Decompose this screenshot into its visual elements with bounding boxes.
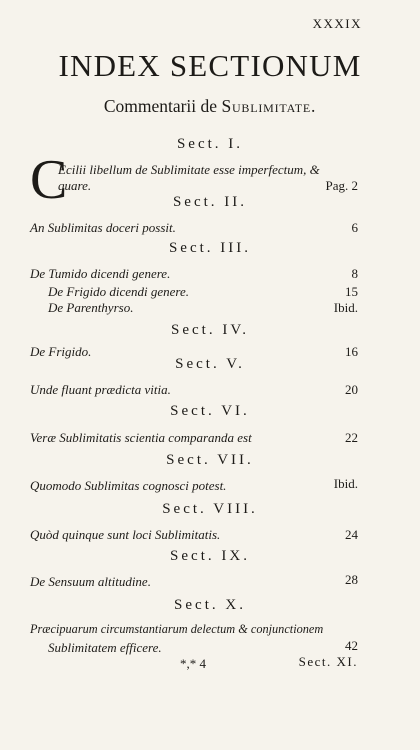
- entry-page: 28: [345, 572, 358, 587]
- section-heading: Sect. I.: [176, 136, 244, 152]
- entry-page: 6: [351, 220, 358, 235]
- page-title: INDEX SECTIONUM: [58, 48, 362, 83]
- section-heading: Sect. VII.: [166, 452, 254, 468]
- page-number: XXXIX: [312, 16, 362, 31]
- section-heading: Sect. III.: [168, 240, 252, 256]
- section-heading: Sect. V.: [175, 356, 245, 372]
- entry-text: Quòd quinque sunt loci Sublimitatis.: [30, 527, 221, 542]
- entry-text: Veræ Sublimitatis scientia comparanda est: [30, 430, 252, 445]
- section-heading: Sect. IV.: [171, 322, 249, 338]
- entry-page: Pag. 2: [325, 178, 358, 193]
- subtitle-prefix: Commentarii de: [103, 96, 218, 116]
- entry-text: An Sublimitas doceri possit.: [30, 220, 176, 235]
- entry-text: Unde fluant prædicta vitia.: [30, 382, 171, 397]
- entry-page: 8: [351, 266, 358, 281]
- entry-text: De Frigido.: [30, 344, 92, 359]
- section-heading: Sect. II.: [172, 194, 248, 210]
- section-heading: Sect. IX.: [170, 548, 250, 564]
- entry-text: De Parenthyrso.: [48, 300, 134, 315]
- entry-text: Præcipuarum circumstantiarum delectum & conjunctionem: [30, 622, 324, 636]
- entry-page: 42: [345, 638, 358, 653]
- entry-page: 20: [345, 382, 358, 397]
- entry-page: 16: [345, 344, 358, 359]
- entry-text: De Tumido dicendi genere.: [30, 266, 171, 281]
- entry-text: Sublimitatem efficere.: [48, 640, 162, 655]
- entry-page: Ibid.: [333, 476, 358, 491]
- signature-mark: *,* 4: [180, 656, 206, 671]
- subtitle-smallcaps: Sublimitate.: [221, 96, 317, 116]
- page-subtitle: [0, 96, 420, 117]
- entry-page: Ibid.: [333, 300, 358, 315]
- section-heading: Sect. VIII.: [162, 501, 258, 517]
- section-heading: Sect. X.: [174, 597, 246, 613]
- entry-text: Ecilii libellum de Sublimitate esse imperfectum, &: [58, 162, 320, 177]
- catchword: Sect. XI.: [298, 654, 358, 669]
- entry-page: 24: [345, 527, 358, 542]
- entry-page: 22: [345, 430, 358, 445]
- entry-text: Quomodo Sublimitas cognosci potest.: [30, 478, 227, 493]
- dropcap: C: [30, 149, 68, 211]
- entry-text: De Sensuum altitudine.: [30, 574, 151, 589]
- section-heading: Sect. VI.: [170, 403, 250, 419]
- entry-page: 15: [345, 284, 358, 299]
- entry-text: quare.: [58, 178, 92, 193]
- entry-text: De Frigido dicendi genere.: [48, 284, 190, 299]
